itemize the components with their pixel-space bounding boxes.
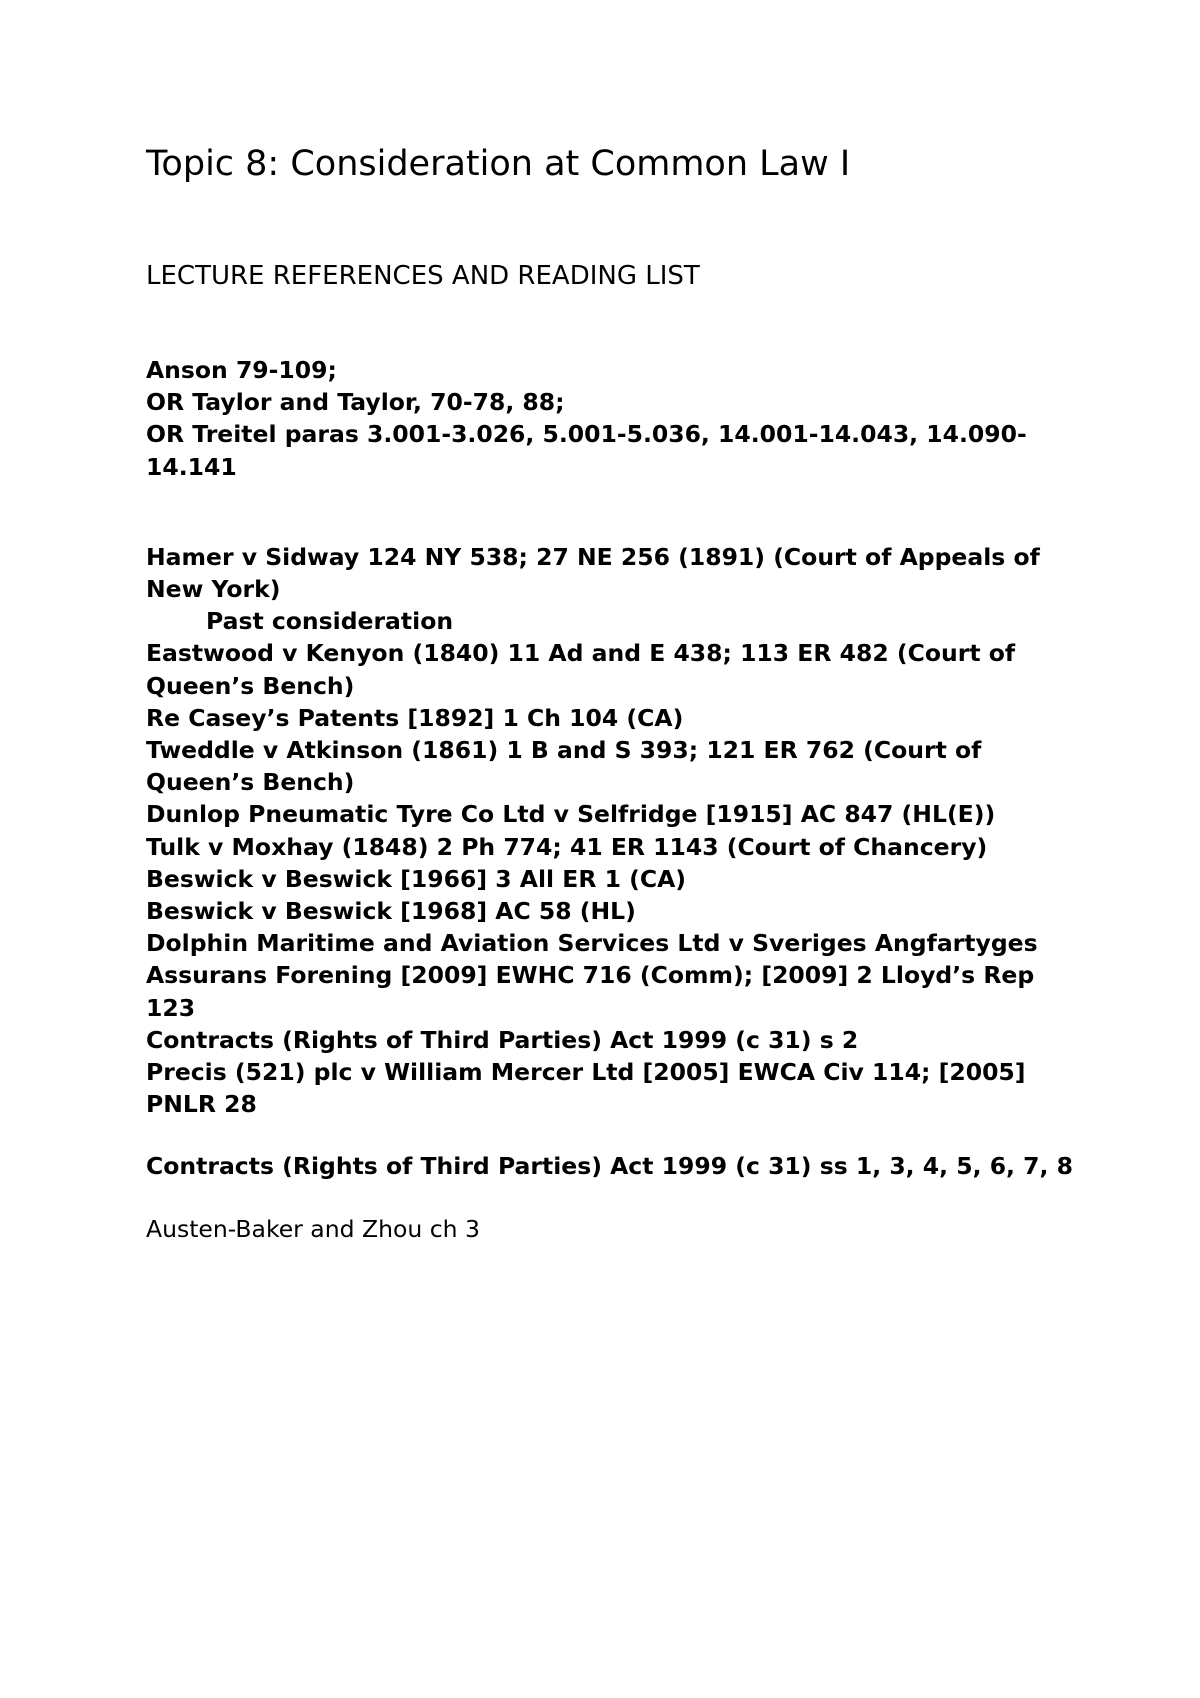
case-item: Beswick v Beswick [1968] AC 58 (HL) <box>146 897 636 926</box>
act-reference <box>146 1150 1086 1182</box>
case-item: Hamer v Sidway 124 NY 538; 27 NE 256 (1891) (Court of Appeals of New York) <box>146 542 1040 604</box>
page-title: Topic 8: Consideration at Common Law I <box>146 144 851 184</box>
case-item: Re Casey’s Patents [1892] 1 Ch 104 (CA) <box>146 703 684 732</box>
section-heading: LECTURE REFERENCES AND READING LIST <box>146 261 700 291</box>
reading-item: Anson 79-109; <box>146 356 337 384</box>
case-item: Tulk v Moxhay (1848) 2 Ph 774; 41 ER 1143 (Court of Chancery) <box>146 832 988 861</box>
reading-list <box>146 354 1086 483</box>
case-item: Precis (521) plc v William Mercer Ltd [2005] EWCA Civ 114; [2005] PNLR 28 <box>146 1058 1026 1119</box>
case-subheading: Past consideration <box>206 607 454 636</box>
case-list <box>146 541 1086 1121</box>
case-item: Eastwood v Kenyon (1840) 11 Ad and E 438; 113 ER 482 (Court of Queen’s Bench) <box>146 639 1016 700</box>
case-item: Tweddle v Atkinson (1861) 1 B and S 393; 121 ER 762 (Court of Queen’s Bench) <box>146 736 982 797</box>
document-content <box>146 140 1086 1268</box>
case-item: Dunlop Pneumatic Tyre Co Ltd v Selfridge [1915] AC 847 (HL(E)) <box>146 800 996 829</box>
case-item: Contracts (Rights of Third Parties) Act 1999 (c 31) s 2 <box>146 1025 859 1054</box>
reading-item: OR Taylor and Taylor, 70-78, 88; <box>146 388 565 417</box>
act-reference-text: Contracts (Rights of Third Parties) Act 1999 (c 31) ss 1, 3, 4, 5, 6, 7, 8 <box>146 1152 1073 1181</box>
textbook-reference: Austen-Baker and Zhou ch 3 <box>146 1214 480 1243</box>
case-item: Beswick v Beswick [1966] 3 All ER 1 (CA) <box>146 864 687 893</box>
reading-item: OR Treitel paras 3.001-3.026, 5.001-5.036, 14.001-14.043, 14.090-14.141 <box>146 420 1027 481</box>
case-item: Dolphin Maritime and Aviation Services Ltd v Sveriges Angfartyges Assurans Forening [2009] EWHC 716 (Comm); [2009] 2 Lloyd’s Rep 123 <box>146 929 1038 1022</box>
